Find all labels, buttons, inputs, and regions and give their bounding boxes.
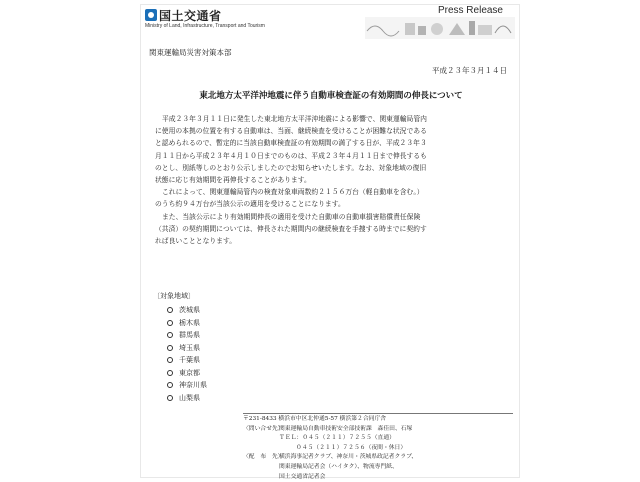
circle-bullet-icon (167, 395, 173, 401)
inquiry-value: 関東運輸局自動車技術安全部技術課 森佳田、石塚 (279, 425, 413, 432)
region-label: 群馬県 (179, 331, 200, 339)
issuing-organization: 関東運輸局災害対策本部 (149, 48, 232, 57)
distribution-line: 国土交通省記者会 (279, 473, 326, 480)
region-label: 千葉県 (179, 356, 200, 364)
list-item (167, 392, 207, 405)
body-text (155, 113, 507, 247)
circle-bullet-icon (167, 382, 173, 388)
region-label: 山梨県 (179, 393, 200, 402)
body-line: れば良いこととなります。 (155, 237, 237, 246)
region-label: 東京都 (179, 368, 200, 377)
target-regions-title: 〔対象地域〕 (153, 292, 195, 300)
distribution-row-3 (243, 473, 513, 482)
region-label: 栃木県 (179, 318, 200, 327)
ministry-name-en: Ministry of Land, Infrastructure, Transport and Tourism (145, 23, 265, 29)
body-line: に使用の本拠の位置を有する自動車は、当面、継続検査を受けることが困難な状況である (155, 127, 427, 136)
circle-bullet-icon (167, 357, 173, 363)
press-release-label: Press Release (437, 5, 503, 16)
circle-bullet-icon (167, 370, 173, 376)
page-header (141, 5, 521, 41)
contact-address (243, 415, 513, 425)
tel-secondary: ０４５（２１１）７２５６（夜間・休日） (296, 444, 407, 451)
body-line: のとし、別紙等しのとおり公示しましたのでお知らせいたします。なお、対象地域の復旧 (155, 163, 427, 172)
tel-row (243, 434, 513, 444)
distribution-line: 横浜海事記者クラブ、神奈川・茨城県政記者クラブ、 (279, 454, 418, 461)
body-line: これによって、関東運輸局管内の検査対象車両数約２１５６万台（軽自動車を含む。） (162, 188, 424, 197)
address-text: 〒231-8433 横浜市中区北仲通5-57 横浜第２合同庁舎 (243, 416, 387, 422)
inquiry-row (243, 425, 513, 435)
region-list (153, 304, 207, 404)
target-regions (153, 291, 207, 404)
tel-row-2 (243, 444, 513, 454)
body-line: 平成２３年３月１１日に発生した東北地方太平洋沖地震による影響で、関東運輸局管内 (162, 115, 427, 123)
body-line: のうち約９４万台が当該公示の適用を受けることになります。 (155, 200, 345, 209)
list-item (167, 329, 207, 342)
press-release-page (140, 4, 520, 478)
circle-bullet-icon (167, 320, 173, 326)
contact-block (243, 413, 513, 482)
body-line: また、当該公示により有効期間伸長の適用を受けた自動車の自動車損害賠償責任保険 (162, 212, 421, 221)
list-item (167, 304, 207, 317)
issue-date: 平成２３年３月１４日 (432, 66, 507, 75)
body-line: （共済）の契約期間については、伸長された期間内の継続検査を手捜する時までに契約す (155, 224, 427, 233)
region-label: 埼玉県 (179, 343, 200, 352)
region-label: 茨城県 (179, 306, 200, 314)
ministry-logo-icon (145, 9, 157, 21)
list-item (167, 367, 207, 380)
list-item (167, 379, 207, 392)
distribution-row-2 (243, 463, 513, 473)
circle-bullet-icon (167, 345, 173, 351)
header-decoration-icon (365, 17, 515, 39)
region-label: 神奈川県 (179, 381, 207, 389)
distribution-row (243, 453, 513, 463)
list-item (167, 317, 207, 330)
circle-bullet-icon (167, 307, 173, 313)
list-item (167, 354, 207, 367)
distribution-label: 〈配 布 先〉 (243, 454, 284, 461)
body-line: と認められるので、暫定的に当該自動車検査証の有効期間の満了する日が、平成２３年３ (155, 139, 427, 148)
body-line: 状態に応じ有効期間を再伸長することがあります。 (155, 176, 311, 185)
circle-bullet-icon (167, 332, 173, 338)
inquiry-label: 〈問い合せ先〉 (243, 425, 284, 432)
tel-primary: ＴＥＬ：０４５（２１１）７２５５（直通） (279, 435, 395, 442)
ministry-name-jp: 国土交通省 (159, 9, 222, 23)
distribution-line: 関東運輸局記者会（ハイタク）、物流専門紙、 (279, 463, 398, 470)
list-item (167, 342, 207, 355)
body-line: 月１１日から平成２３年４月１０日までのものは、平成２３年４月１１日まで伸長するも (155, 151, 427, 160)
document-title: 東北地方太平洋沖地震に伴う自動車検査証の有効期間の伸長について (199, 91, 463, 101)
